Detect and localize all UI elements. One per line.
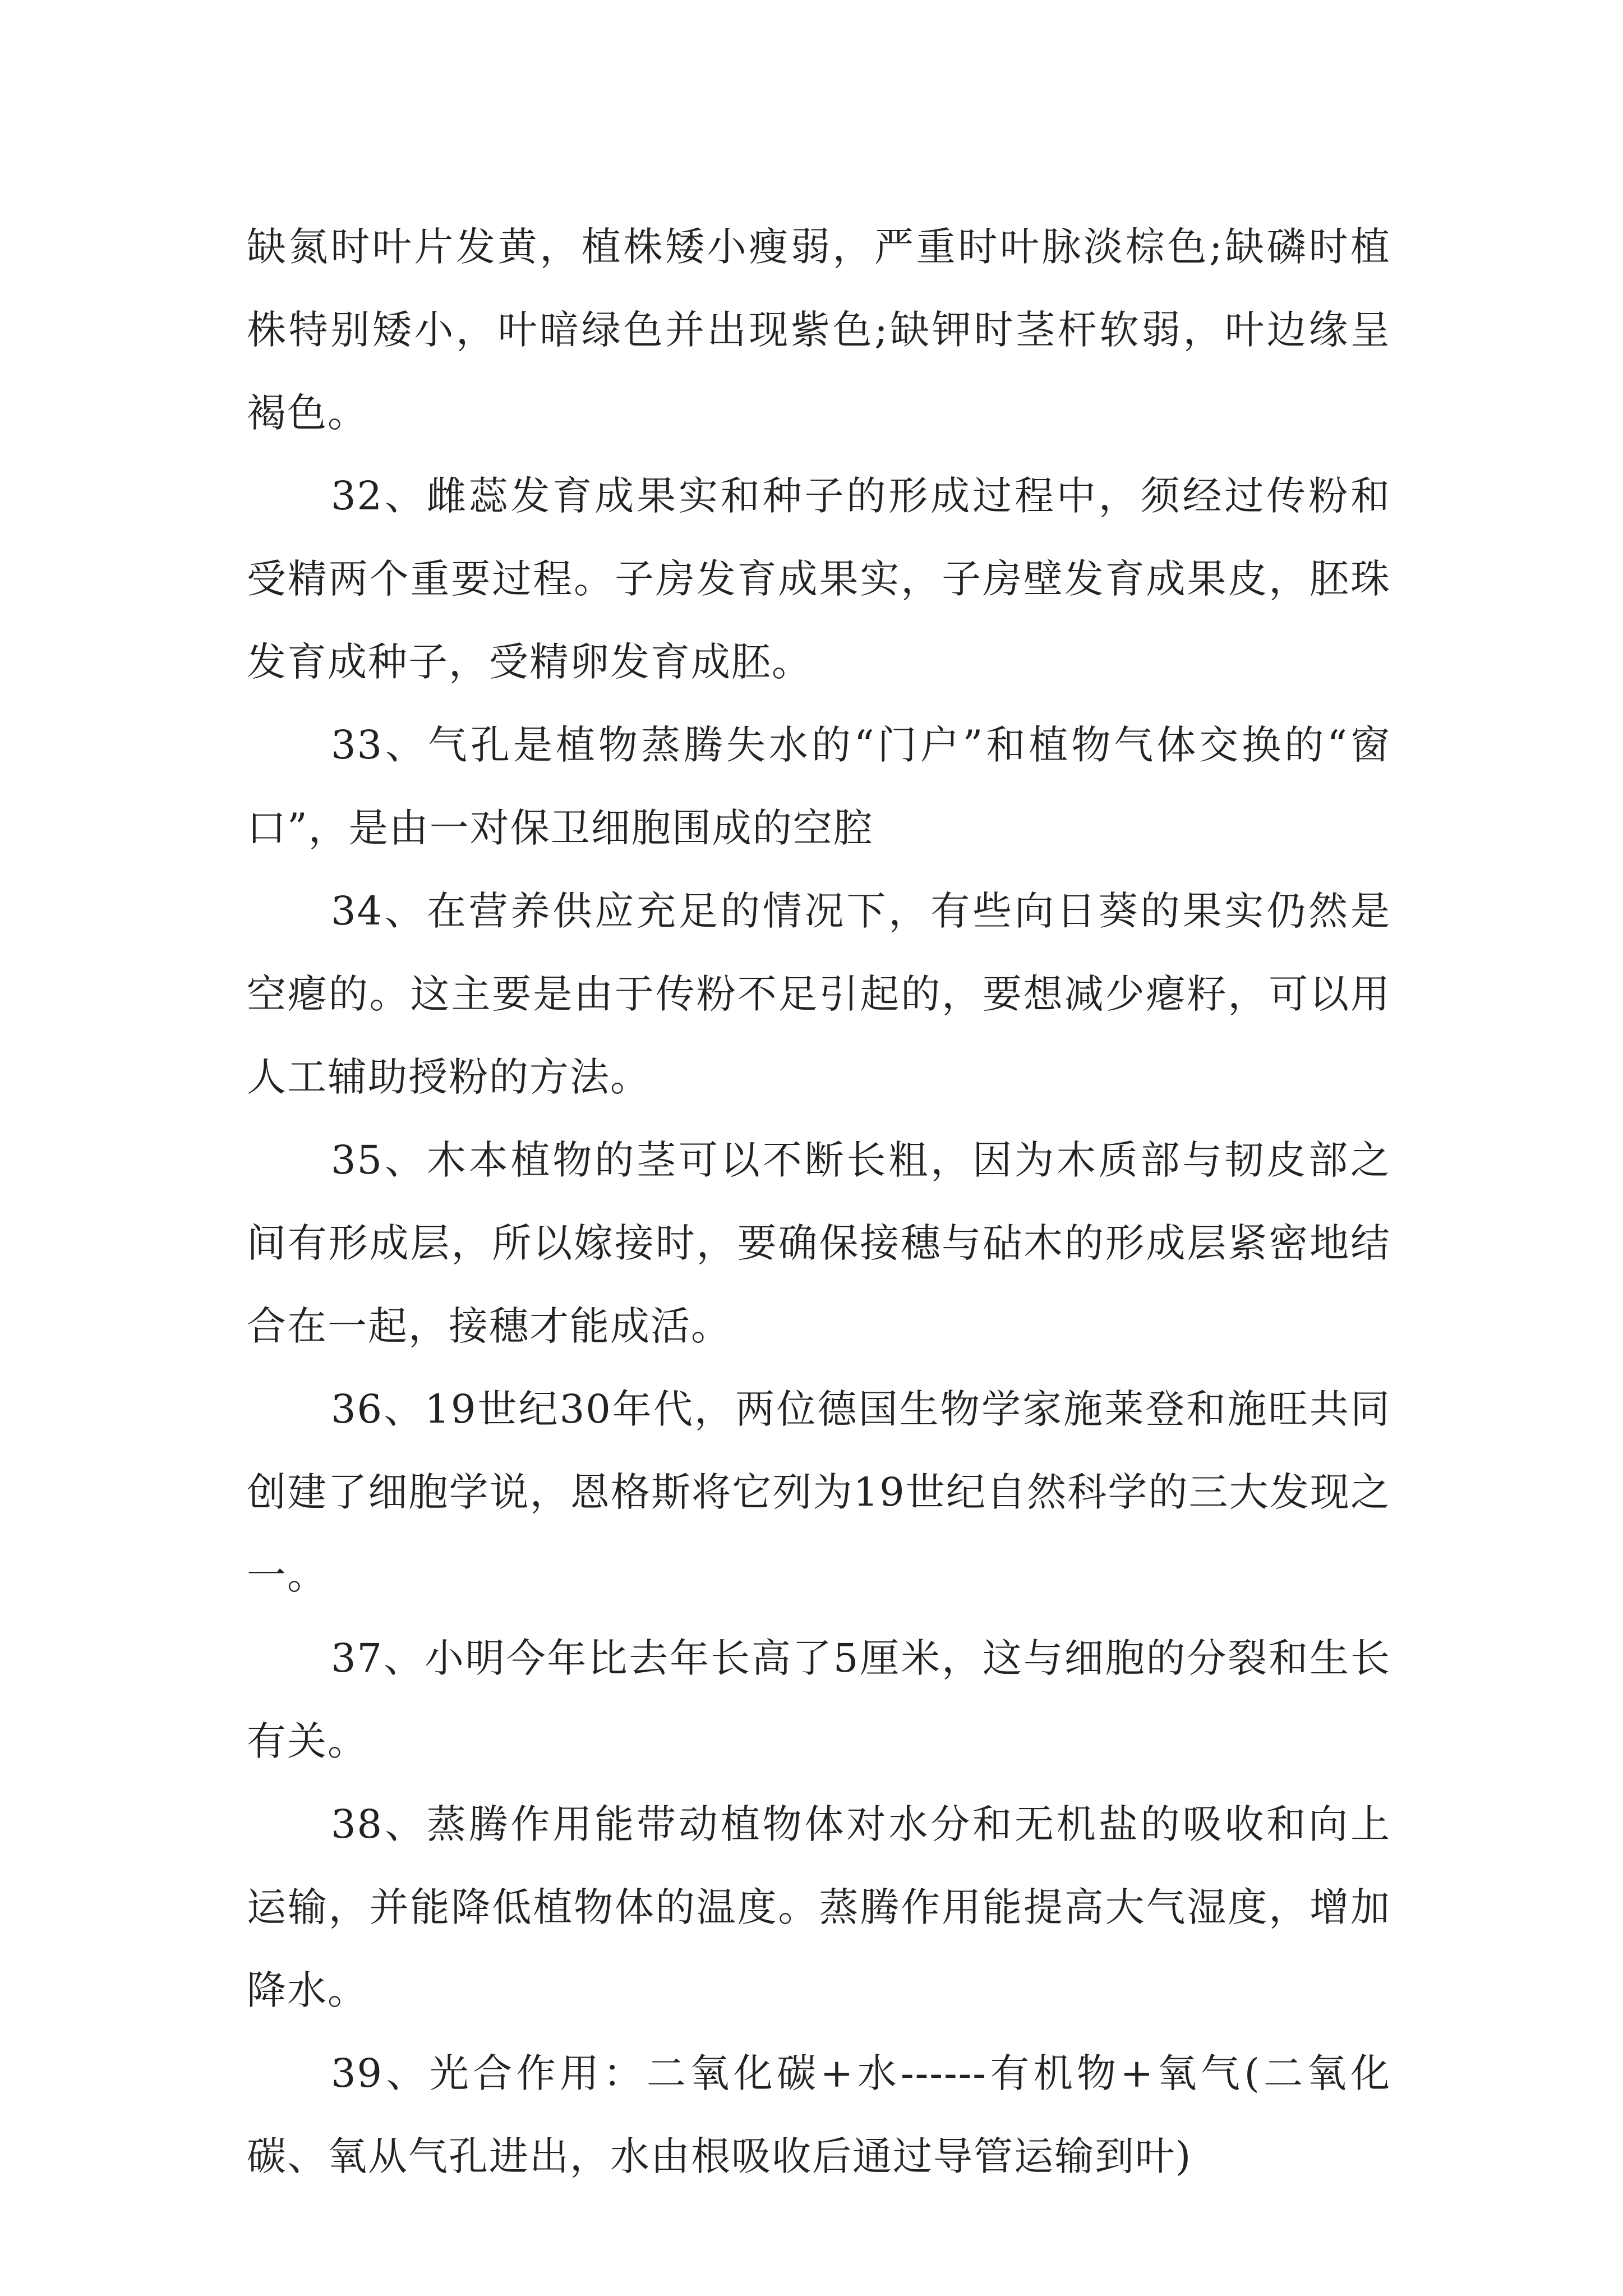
paragraph-36: 36、19世纪30年代，两位德国生物学家施莱登和施旺共同创建了细胞学说，恩格斯将它列为19世纪自然科学的三大发现之一。	[247, 1386, 1391, 1598]
paragraph-38: 38、蒸腾作用能带动植物体对水分和无机盐的吸收和向上运输，并能降低植物体的温度。蒸腾作用能提高大气湿度，增加降水。	[247, 1801, 1391, 2013]
paragraph-35: 35、木本植物的茎可以不断长粗，因为木质部与韧皮部之间有形成层，所以嫁接时，要确保接穗与砧木的形成层紧密地结合在一起，接穗才能成活。	[247, 1137, 1391, 1349]
document-body	[247, 205, 1391, 2198]
paragraph-32: 32、雌蕊发育成果实和种子的形成过程中，须经过传粉和受精两个重要过程。子房发育成果实，子房壁发育成果皮，胚珠发育成种子，受精卵发育成胚。	[247, 473, 1391, 685]
paragraph-37: 37、小明今年比去年长高了5厘米，这与细胞的分裂和生长有关。	[247, 1635, 1391, 1764]
paragraph-39: 39、光合作用：二氧化碳+水------有机物+氧气(二氧化碳、氧从气孔进出，水由根吸收后通过导管运输到叶)	[247, 2050, 1391, 2179]
paragraph-33: 33、气孔是植物蒸腾失水的“门户”和植物气体交换的“窗口”，是由一对保卫细胞围成的空腔	[247, 722, 1391, 851]
paragraph-34: 34、在营养供应充足的情况下，有些向日葵的果实仍然是空瘪的。这主要是由于传粉不足引起的，要想减少瘪籽，可以用人工辅助授粉的方法。	[247, 888, 1391, 1100]
paragraph-nutrient-deficiency: 缺氮时叶片发黄，植株矮小瘦弱，严重时叶脉淡棕色;缺磷时植株特别矮小，叶暗绿色并出现紫色;缺钾时茎杆软弱，叶边缘呈褐色。	[247, 224, 1391, 436]
